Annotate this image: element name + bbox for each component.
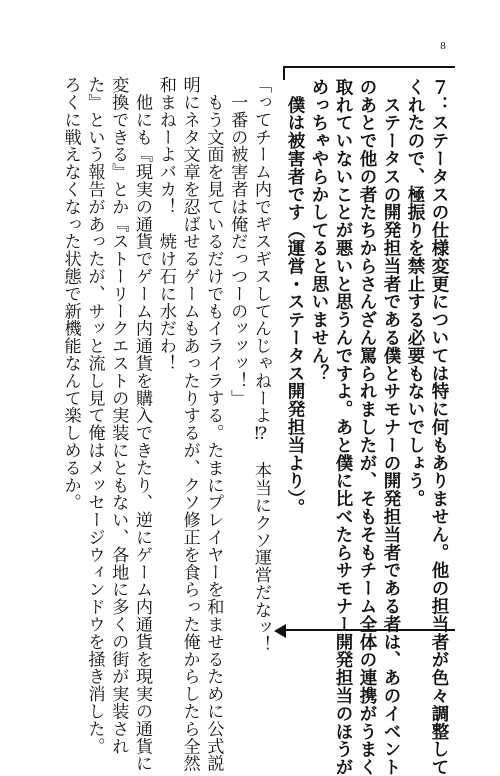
notice-line: 取れていないことが悪いと思うんですよ。あと僕に比べたらサモナー開発担当のほうが	[333, 78, 353, 776]
body-text	[60, 76, 272, 772]
notice-line: 僕は被害者です（運営・ステータス開発担当より）。	[285, 78, 305, 517]
notice-text	[283, 78, 451, 776]
body-line: 「ってチーム内でギスギスしてんじゃねーよ⁉ 本当にクソ運営だなッ！	[251, 76, 271, 653]
notice-line: めっちゃやらかしてると思いません？	[309, 78, 329, 383]
page-number: 8	[440, 40, 446, 52]
body-line: もう文面を見ているだけでもイライラする。たまにプレイヤーを和ませるために公式説	[203, 76, 224, 772]
body-line: ろくに戦えなくなった状態で新機能なんて楽しめるか。	[60, 76, 81, 511]
body-line: 明にネタ文章を忍ばせるゲームもあったりするが、クソ修正を食らった俺からしたら全然	[179, 76, 200, 772]
notice-line: ７：ステータスの仕様変更については特に何もありません。他の担当者が色々調整して	[429, 78, 449, 776]
triangle-pointer-icon	[274, 624, 286, 638]
notice-line: のあとで他の者たちからさんざん罵られましたが、そもそもチーム全体の連携がうまく	[357, 78, 377, 776]
notice-line: くれたので、極振りを禁止する必要もないでしょう。	[405, 78, 425, 508]
body-line: 他にも『現実の通貨でゲーム内通貨を購入できたり、逆にゲーム内通貨を現実の通貨に	[132, 76, 153, 772]
notice-box	[283, 66, 455, 776]
notice-line: ステータスの開発担当者である僕とサモナーの開発担当者である者は、あのイベント	[381, 78, 401, 776]
body-line: 一番の被害者は俺だっつーのッッッ！」	[227, 76, 248, 407]
body-line: 和まねーよバカ！ 焼け石に水だわ！	[155, 76, 176, 372]
body-line: 変換できる』とか『ストーリークエストの実装にともない、各地に多くの街が実装され	[108, 76, 129, 755]
notice-top-rule	[283, 66, 455, 68]
body-line: た』という報告があったが、サッと流し見て俺はメッセージウィンドウを掻き消した。	[84, 76, 105, 755]
